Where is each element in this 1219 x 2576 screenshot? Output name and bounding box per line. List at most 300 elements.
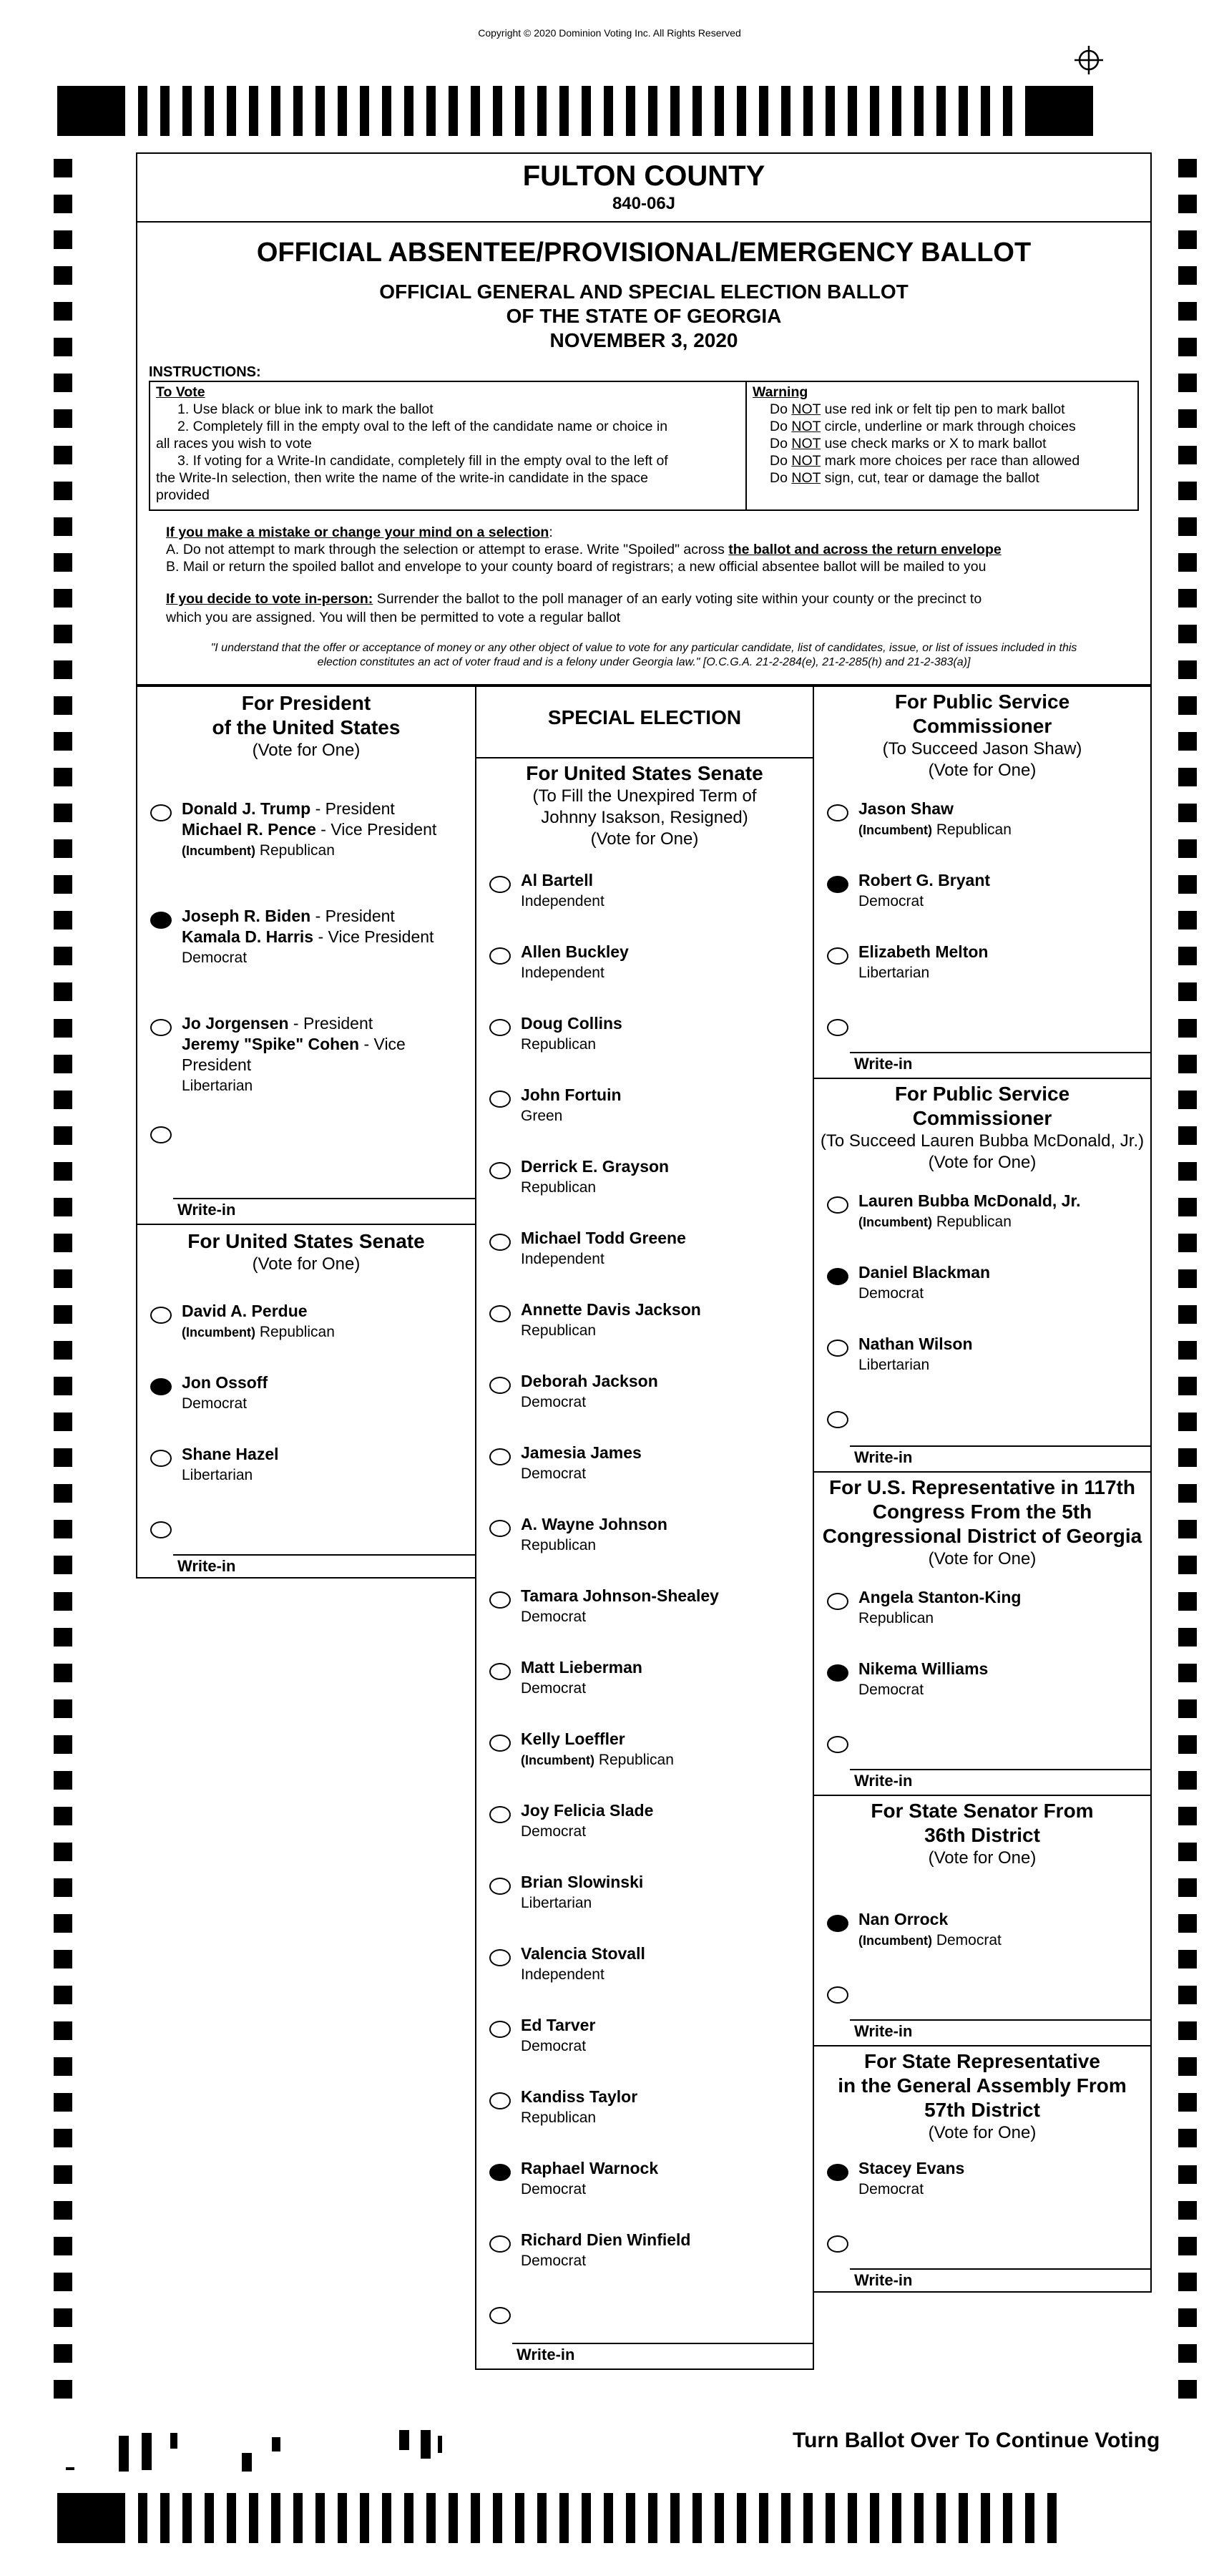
side-timing-mark [54, 1413, 72, 1431]
candidate-name: Kamala D. Harris [182, 927, 314, 946]
warning-not: NOT [791, 419, 821, 434]
warning-do: Do [770, 436, 792, 452]
to-vote-heading: To Vote [156, 384, 205, 400]
candidate-party-line [521, 1463, 642, 1484]
candidate-jorgensen-cohen[interactable] [137, 1013, 475, 1094]
candidate-name: David A. Perdue [182, 1302, 308, 1320]
timing-mark [360, 2493, 369, 2543]
write-in-line[interactable] [173, 1554, 475, 1556]
write-in-special[interactable] [476, 2301, 813, 2330]
race-title: For U.S. Representative in 117th [829, 1476, 1135, 1498]
mistake-line-a [166, 541, 1150, 558]
candidate-text [521, 1085, 622, 1126]
candidate-name: Jeremy "Spike" Cohen [182, 1035, 360, 1053]
vote-for-one: (Vote for One) [590, 829, 699, 849]
timing-mark [826, 86, 835, 136]
mistake-line-b: B. Mail or return the spoiled ballot and envelope to your county board of registrars; a new official absentee ballot will be mailed to you [166, 559, 987, 575]
special-candidate[interactable] [476, 1156, 813, 1199]
special-candidate[interactable] [476, 2158, 813, 2201]
warning-not: NOT [791, 436, 821, 452]
vote-oval[interactable] [489, 1591, 511, 1609]
vote-oval[interactable] [489, 2235, 511, 2253]
race-header [814, 2046, 1150, 2144]
side-timing-mark [1178, 517, 1197, 536]
timing-mark [870, 86, 879, 136]
timing-mark-block [1025, 86, 1093, 136]
candidate-name: Nikema Williams [858, 1659, 989, 1678]
candidate-name: Ed Tarver [521, 2016, 596, 2034]
side-timing-mark [54, 839, 72, 858]
side-timing-mark [1178, 982, 1197, 1001]
race-header [814, 1079, 1150, 1174]
special-election-header [476, 687, 813, 758]
vote-oval[interactable] [489, 1234, 511, 1251]
candidate-party: Independent [521, 965, 604, 981]
candidate-role: - President [310, 799, 395, 818]
vote-oval-filled[interactable] [827, 2164, 848, 2181]
ballot-code-marks [66, 2426, 452, 2476]
candidate-name: Valencia Stovall [521, 1944, 645, 1963]
race-psc-shaw [814, 687, 1150, 1079]
write-in-line[interactable] [173, 1198, 475, 1199]
vote-oval[interactable] [489, 947, 511, 965]
candidate-evans[interactable] [814, 2158, 1150, 2201]
timing-mark [293, 86, 303, 136]
candidate-name: Deborah Jackson [521, 1372, 658, 1390]
write-in-line[interactable] [850, 2019, 1150, 2021]
side-timing-mark [1178, 1592, 1197, 1611]
vote-oval[interactable] [827, 1736, 848, 1753]
side-timing-mark [54, 2021, 72, 2040]
candidate-name: Angela Stanton-King [858, 1588, 1022, 1606]
side-timing-mark [54, 2165, 72, 2184]
special-candidate[interactable] [476, 1657, 813, 1700]
vote-oval[interactable] [150, 1019, 172, 1036]
vote-oval-filled[interactable] [827, 1664, 848, 1682]
candidate-party: Republican [594, 1752, 674, 1768]
candidate-mcdonald[interactable] [814, 1191, 1150, 1234]
side-timing-mark [1178, 2308, 1197, 2327]
candidate-name: Derrick E. Grayson [521, 1157, 670, 1176]
vote-oval-filled[interactable] [827, 1915, 848, 1932]
candidate-name: Matt Lieberman [521, 1658, 642, 1677]
side-timing-mark [1178, 159, 1197, 177]
timing-mark [1025, 2493, 1034, 2543]
special-election-title: SPECIAL ELECTION [547, 706, 742, 728]
timing-mark [1003, 86, 1012, 136]
special-candidate[interactable] [476, 942, 813, 985]
vote-oval[interactable] [827, 1593, 848, 1610]
turn-over-notice: Turn Ballot Over To Continue Voting [793, 2429, 1160, 2452]
side-timing-mark [1178, 1234, 1197, 1252]
vote-oval[interactable] [489, 1520, 511, 1537]
candidate-party: Independent [521, 1251, 604, 1267]
candidate-text [521, 1943, 645, 1985]
candidate-name: Shane Hazel [182, 1445, 279, 1463]
candidate-melton[interactable] [814, 942, 1150, 985]
candidate-ossoff[interactable] [137, 1372, 475, 1415]
candidate-orrock[interactable] [814, 1909, 1150, 1952]
side-timing-mark [1178, 947, 1197, 965]
timing-mark [449, 2493, 458, 2543]
vote-oval[interactable] [150, 1307, 172, 1324]
vote-oval[interactable] [489, 1806, 511, 1823]
incumbent-label: (Incumbent) [858, 1933, 932, 1948]
race-title: For Public Service [894, 1083, 1070, 1105]
timing-mark [360, 86, 369, 136]
registration-crosshair-icon [1073, 44, 1105, 76]
write-in-line[interactable] [850, 1769, 1150, 1770]
vote-oval[interactable] [489, 1878, 511, 1895]
incumbent-label: (Incumbent) [182, 1325, 255, 1340]
timing-mark [138, 2493, 147, 2543]
write-in-line[interactable] [850, 1445, 1150, 1447]
candidate-party-line [521, 1177, 669, 1198]
timing-mark [892, 2493, 901, 2543]
timing-mark [271, 86, 280, 136]
timing-mark [759, 86, 768, 136]
candidate-text [858, 1334, 973, 1375]
side-timing-mark [54, 1914, 72, 1933]
timing-mark [182, 86, 192, 136]
race-header [137, 1225, 475, 1275]
side-timing-mark [54, 302, 72, 321]
vote-oval[interactable] [489, 2021, 511, 2038]
timing-mark [626, 86, 635, 136]
write-in-state-representative[interactable] [814, 2230, 1150, 2258]
warning-not: NOT [791, 401, 821, 417]
candidate-party: Democrat [521, 1609, 587, 1625]
candidate-text [858, 1587, 1021, 1629]
candidate-party: Democrat [858, 893, 924, 909]
vote-oval-filled[interactable] [150, 1378, 172, 1395]
candidate-text [521, 1156, 669, 1198]
candidate-name: Al Bartell [521, 871, 593, 889]
special-candidate[interactable] [476, 2015, 813, 2058]
race-title: For State Senator From [871, 1800, 1094, 1822]
candidate-wilson[interactable] [814, 1334, 1150, 1377]
timing-mark [227, 86, 236, 136]
write-in-line[interactable] [512, 2343, 813, 2344]
candidate-name: Nathan Wilson [858, 1335, 973, 1353]
special-candidate[interactable] [476, 1443, 813, 1485]
special-candidate[interactable] [476, 1872, 813, 1915]
race-title: Congress From the 5th [872, 1501, 1092, 1523]
vote-oval-filled[interactable] [150, 912, 172, 929]
race-title: 57th District [924, 2099, 1040, 2121]
candidate-party: Republican [255, 842, 335, 859]
right-timing-marks [1178, 159, 1197, 2399]
side-timing-mark [54, 1341, 72, 1360]
side-timing-mark [1178, 839, 1197, 858]
vote-for-one: (Vote for One) [928, 761, 1037, 780]
vote-oval-filled[interactable] [827, 1268, 848, 1285]
write-in-label: Write-in [517, 2346, 575, 2363]
vote-oval[interactable] [489, 1305, 511, 1322]
code-mark [170, 2433, 177, 2449]
candidate-blackman[interactable] [814, 1262, 1150, 1305]
candidate-text [858, 1191, 1081, 1233]
warning-not: NOT [791, 453, 821, 469]
race-header [814, 687, 1150, 781]
warning-text: circle, underline or mark through choices [821, 419, 1076, 434]
race-us-senate [137, 1225, 475, 1580]
side-timing-mark [54, 1520, 72, 1538]
vote-oval[interactable] [827, 947, 848, 965]
candidate-role: - Vice President [315, 820, 437, 839]
candidate-text [521, 1443, 642, 1484]
timing-mark [315, 2493, 325, 2543]
vote-oval[interactable] [827, 2235, 848, 2253]
code-mark [438, 2436, 442, 2453]
race-psc-mcdonald [814, 1079, 1150, 1473]
special-candidate[interactable] [476, 1228, 813, 1271]
side-timing-mark [54, 2057, 72, 2076]
incumbent-label: (Incumbent) [858, 823, 932, 837]
side-timing-mark [1178, 1878, 1197, 1897]
candidate-text [521, 1371, 658, 1413]
side-timing-mark [54, 804, 72, 822]
candidate-name: Kandiss Taylor [521, 2087, 638, 2106]
candidate-bryant[interactable] [814, 870, 1150, 913]
candidate-party-line [521, 2179, 658, 2200]
side-timing-mark [1178, 1914, 1197, 1933]
timing-mark [848, 86, 857, 136]
candidate-text [858, 1262, 990, 1304]
mistake-text: A. Do not attempt to mark through the selection or attempt to erase. Write "Spoiled" across [166, 542, 729, 557]
candidate-role: - Vice President [182, 1035, 406, 1074]
vote-oval[interactable] [489, 876, 511, 893]
write-in-representative[interactable] [814, 1730, 1150, 1759]
candidate-text [858, 870, 990, 912]
candidate-party: Republican [521, 1322, 597, 1339]
side-timing-mark [1178, 1986, 1197, 2004]
candidate-shaw[interactable] [814, 799, 1150, 841]
special-candidate[interactable] [476, 1943, 813, 1986]
special-candidate[interactable] [476, 1013, 813, 1056]
race-header [137, 687, 475, 761]
vote-oval[interactable] [827, 1340, 848, 1357]
candidate-name: Brian Slowinski [521, 1873, 644, 1891]
instruction-line: 3. If voting for a Write-In candidate, completely fill in the empty oval to the left of [177, 453, 668, 469]
timing-mark [715, 86, 724, 136]
candidate-text [521, 1586, 719, 1627]
candidate-party-line [521, 2107, 637, 2128]
candidate-party: Republican [521, 1036, 597, 1053]
candidate-text [521, 1872, 643, 1913]
vote-oval[interactable] [827, 1986, 848, 2004]
side-timing-mark [1178, 2201, 1197, 2220]
write-in-label: Write-in [854, 2271, 913, 2289]
write-in-senate[interactable] [137, 1516, 475, 1544]
candidate-party-line [521, 1320, 701, 1341]
candidate-stanton-king[interactable] [814, 1587, 1150, 1630]
candidate-party-line [521, 1535, 667, 1556]
warning-do: Do [770, 401, 792, 417]
vote-oval[interactable] [489, 1091, 511, 1108]
timing-mark [959, 86, 968, 136]
candidate-biden-harris[interactable] [137, 906, 475, 970]
instruction-line: 1. Use black or blue ink to mark the ballot [177, 401, 434, 417]
timing-mark [582, 2493, 591, 2543]
candidate-text [521, 1013, 622, 1055]
write-in-line[interactable] [850, 1052, 1150, 1053]
timing-mark [914, 86, 924, 136]
side-timing-mark [54, 266, 72, 285]
timing-mark [803, 86, 813, 136]
side-timing-mark [1178, 2273, 1197, 2291]
vote-oval[interactable] [827, 1019, 848, 1036]
side-timing-mark [1178, 338, 1197, 356]
side-timing-mark [54, 660, 72, 679]
vote-oval-filled[interactable] [489, 2164, 511, 2181]
vote-for-one: (Vote for One) [252, 1254, 361, 1274]
candidate-perdue[interactable] [137, 1301, 475, 1344]
candidate-trump-pence[interactable] [137, 799, 475, 863]
vote-oval-filled[interactable] [827, 876, 848, 893]
candidate-party-line [521, 1034, 622, 1055]
candidate-name: Jo Jorgensen [182, 1014, 289, 1033]
race-title: Commissioner [912, 1107, 1052, 1129]
side-timing-mark [1178, 1699, 1197, 1718]
timing-mark [781, 2493, 790, 2543]
warning-line [753, 452, 1132, 469]
race-header [814, 1473, 1150, 1570]
side-timing-mark [54, 230, 72, 249]
vote-oval[interactable] [150, 804, 172, 821]
timing-mark [493, 2493, 502, 2543]
candidate-text [521, 2230, 690, 2271]
special-candidate[interactable] [476, 1586, 813, 1629]
side-timing-mark [54, 1986, 72, 2004]
special-candidate[interactable] [476, 1800, 813, 1843]
side-timing-mark [54, 1807, 72, 1825]
vote-oval[interactable] [489, 2092, 511, 2109]
candidate-williams[interactable] [814, 1659, 1150, 1702]
vote-oval[interactable] [150, 1450, 172, 1467]
special-candidate[interactable] [476, 1729, 813, 1772]
candidate-name: Doug Collins [521, 1014, 622, 1033]
vote-oval[interactable] [150, 1521, 172, 1538]
vote-oval[interactable] [489, 1448, 511, 1465]
special-candidate[interactable] [476, 1371, 813, 1414]
race-title: 36th District [924, 1824, 1040, 1846]
side-timing-mark [1178, 2165, 1197, 2184]
special-candidate[interactable] [476, 1085, 813, 1128]
vote-oval[interactable] [827, 804, 848, 821]
write-in-president[interactable] [137, 1121, 475, 1149]
vote-oval[interactable] [489, 1663, 511, 1680]
side-timing-mark [54, 1592, 72, 1611]
warning-text: use red ink or felt tip pen to mark ballot [821, 401, 1065, 417]
side-timing-mark [1178, 875, 1197, 894]
vote-oval[interactable] [489, 1735, 511, 1752]
write-in-psc-mcdonald[interactable] [814, 1405, 1150, 1434]
vote-oval[interactable] [489, 2307, 511, 2324]
candidate-hazel[interactable] [137, 1444, 475, 1487]
vote-oval[interactable] [827, 1196, 848, 1214]
legal-line: "I understand that the offer or acceptance of money or any other object of value to vote for any particular candidate, list of candidates, issue, or list of issues included in this [210, 642, 1077, 654]
side-timing-mark [1178, 230, 1197, 249]
write-in-psc-shaw[interactable] [814, 1013, 1150, 1042]
race-subtitle: (To Succeed Lauren Bubba McDonald, Jr.) [820, 1131, 1145, 1151]
write-in-line[interactable] [850, 2268, 1150, 2270]
timing-mark [537, 2493, 547, 2543]
side-timing-mark [54, 1305, 72, 1324]
side-timing-mark [1178, 768, 1197, 786]
special-candidate[interactable] [476, 1514, 813, 1557]
timing-mark [293, 2493, 303, 2543]
vote-for-one: (Vote for One) [928, 2123, 1037, 2142]
side-timing-mark [1178, 1628, 1197, 1646]
copyright-notice: Copyright © 2020 Dominion Voting Inc. All Rights Reserved [478, 27, 741, 39]
vote-oval[interactable] [489, 1377, 511, 1394]
side-timing-mark [54, 1878, 72, 1897]
side-timing-mark [54, 982, 72, 1001]
special-candidate[interactable] [476, 1299, 813, 1342]
candidate-party: Democrat [858, 1682, 924, 1698]
vote-oval[interactable] [489, 1949, 511, 1966]
side-timing-mark [54, 911, 72, 930]
warning-text: sign, cut, tear or damage the ballot [821, 470, 1039, 486]
side-timing-mark [54, 2237, 72, 2255]
candidate-party: Democrat [182, 950, 248, 966]
candidate-party-line [521, 1678, 642, 1699]
warning-heading: Warning [753, 384, 808, 400]
side-timing-mark [1178, 625, 1197, 643]
candidate-party-line [521, 1606, 719, 1627]
vote-oval[interactable] [489, 1019, 511, 1036]
mistake-emphasis: the ballot and across the return envelope [728, 542, 1002, 557]
sub-title-line: OFFICIAL GENERAL AND SPECIAL ELECTION BALLOT [379, 280, 909, 303]
candidate-party: Republican [521, 2109, 597, 2126]
race-title: Congressional District of Georgia [822, 1525, 1142, 1547]
warning-line [753, 418, 1132, 435]
side-timing-mark [54, 1664, 72, 1682]
vote-oval[interactable] [827, 1411, 848, 1428]
side-timing-mark [1178, 553, 1197, 572]
candidate-name: Lauren Bubba McDonald, Jr. [858, 1191, 1081, 1210]
candidate-party: Democrat [521, 2181, 587, 2197]
candidate-name: Annette Davis Jackson [521, 1300, 701, 1319]
side-timing-mark [54, 1628, 72, 1646]
vote-oval[interactable] [150, 1126, 172, 1143]
timing-mark [692, 86, 702, 136]
special-candidate[interactable] [476, 2230, 813, 2273]
special-candidate[interactable] [476, 2087, 813, 2129]
write-in-label: Write-in [177, 1557, 236, 1575]
vote-for-one: (Vote for One) [252, 741, 361, 760]
side-timing-mark [54, 2093, 72, 2112]
side-timing-mark [1178, 2344, 1197, 2363]
timing-mark [249, 86, 258, 136]
candidate-party: Republican [932, 821, 1012, 838]
side-timing-mark [1178, 1198, 1197, 1216]
race-header [814, 1796, 1150, 1869]
side-timing-mark [1178, 266, 1197, 285]
timing-mark [515, 86, 524, 136]
ballot-main-title: OFFICIAL ABSENTEE/PROVISIONAL/EMERGENCY BALLOT [256, 238, 1032, 268]
vote-for-one: (Vote for One) [928, 1848, 1037, 1868]
vote-oval[interactable] [489, 1162, 511, 1179]
candidate-name: Joy Felicia Slade [521, 1801, 654, 1820]
candidate-party-line [521, 1106, 622, 1126]
warning-line [753, 401, 1132, 418]
side-timing-mark [54, 2344, 72, 2363]
special-candidate[interactable] [476, 870, 813, 913]
timing-mark [160, 2493, 170, 2543]
write-in-state-senator[interactable] [814, 1981, 1150, 2009]
